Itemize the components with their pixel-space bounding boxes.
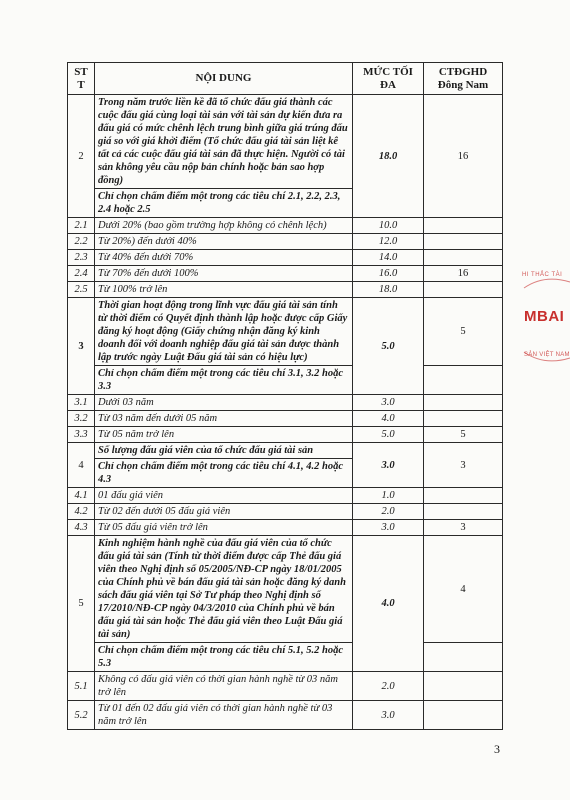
table-row	[68, 488, 503, 504]
row-max: 2.0	[353, 672, 424, 701]
header-stt: ST T	[68, 63, 95, 95]
row-score: 16	[424, 266, 503, 282]
row-content: Không có đấu giá viên có thời gian hành nghề từ 03 năm trở lên	[95, 672, 353, 701]
row-max: 4.0	[353, 536, 424, 672]
table-row	[68, 504, 503, 520]
row-stt: 5.2	[68, 701, 95, 730]
row-content: Từ 01 đến 02 đấu giá viên có thời gian hành nghề từ 03 năm trở lên	[95, 701, 353, 730]
row-stt: 4	[68, 443, 95, 488]
table-row	[68, 250, 503, 266]
row-content: Từ 05 đấu giá viên trở lên	[95, 520, 353, 536]
table-row	[68, 298, 503, 366]
table-row	[68, 443, 503, 459]
row-stt: 2.4	[68, 266, 95, 282]
row-instruction: Chỉ chọn chấm điểm một trong các tiêu chí 2.1, 2.2, 2.3, 2.4 hoặc 2.5	[95, 189, 353, 218]
table-row	[68, 672, 503, 701]
row-content: Từ 05 năm trở lên	[95, 427, 353, 443]
row-max: 2.0	[353, 504, 424, 520]
row-max: 1.0	[353, 488, 424, 504]
row-max: 3.0	[353, 520, 424, 536]
table-row	[68, 266, 503, 282]
row-content: Kinh nghiệm hành nghề của đấu giá viên của tổ chức đấu giá tài sản (Tính từ thời điểm được cấp Thẻ đấu giá viên theo Nghị định số 05/2005/NĐ-CP ngày 18/01/2005 của Chính phủ về bán đấu giá tài sản hoặc đăng ký danh sách đấu giá viên tại Sở Tư pháp theo Nghị định số 17/2010/NĐ-CP ngày 04/3/2010 của Chính phủ về bán đấu giá tài sản hoặc Thẻ đấu giá viên theo Luật Đấu giá tài sản)	[95, 536, 353, 643]
row-stt: 2.5	[68, 282, 95, 298]
row-max: 12.0	[353, 234, 424, 250]
row-content: Từ 02 đến dưới 05 đấu giá viên	[95, 504, 353, 520]
row-instruction: Chỉ chọn chấm điểm một trong các tiêu chí 5.1, 5.2 hoặc 5.3	[95, 643, 353, 672]
row-instruction: Chỉ chọn chấm điểm một trong các tiêu chí 4.1, 4.2 hoặc 4.3	[95, 459, 353, 488]
row-score	[424, 234, 503, 250]
row-score	[424, 701, 503, 730]
row-score	[424, 488, 503, 504]
row-stt: 5.1	[68, 672, 95, 701]
row-stt: 4.3	[68, 520, 95, 536]
table-row	[68, 520, 503, 536]
table-row	[68, 536, 503, 643]
row-score	[424, 411, 503, 427]
row-score	[424, 250, 503, 266]
row-score: 5	[424, 427, 503, 443]
table-row	[68, 701, 503, 730]
row-stt: 2.3	[68, 250, 95, 266]
header-max-score: MỨC TỐI ĐA	[353, 63, 424, 95]
table-row	[68, 643, 503, 672]
row-stt: 2.2	[68, 234, 95, 250]
row-content: Từ 70% đến dưới 100%	[95, 266, 353, 282]
row-content: Từ 100% trở lên	[95, 282, 353, 298]
row-max: 14.0	[353, 250, 424, 266]
row-stt: 3.2	[68, 411, 95, 427]
row-score: 3	[424, 520, 503, 536]
row-stt: 3.1	[68, 395, 95, 411]
row-score	[424, 282, 503, 298]
table-header-row	[68, 63, 503, 95]
criteria-table	[67, 62, 503, 730]
row-instruction: Chỉ chọn chấm điểm một trong các tiêu chí 3.1, 3.2 hoặc 3.3	[95, 366, 353, 395]
table-row	[68, 411, 503, 427]
row-content: Trong năm trước liền kề đã tổ chức đấu giá thành các cuộc đấu giá cùng loại tài sản với tài sản dự kiến đưa ra đấu giá có mức chênh lệch trung bình giữa giá trúng đấu giá so với giá khởi điểm (Tổ chức đấu giá tài sản liệt kê tất cả các cuộc đấu giá tài sản đã thực hiện. Người có tài sản không yêu cầu nộp bản chính hoặc bản sao hợp đồng)	[95, 95, 353, 189]
row-score: 3	[424, 443, 503, 488]
row-stt: 4.2	[68, 504, 95, 520]
row-score: 4	[424, 536, 503, 643]
row-stt: 3.3	[68, 427, 95, 443]
row-max: 10.0	[353, 218, 424, 234]
row-content: Dưới 03 năm	[95, 395, 353, 411]
header-content: NỘI DUNG	[95, 63, 353, 95]
row-content: Thời gian hoạt động trong lĩnh vực đấu giá tài sản tính từ thời điểm có Quyết định thành lập hoặc được cấp Giấy đăng ký hoạt động (Giấy chứng nhận đăng ký kinh doanh đối với doanh nghiệp đấu giá tài sản được thành lập trước ngày Luật Đấu giá tài sản có hiệu lực)	[95, 298, 353, 366]
stamp-top-text: HI THẮC TÀI	[522, 272, 563, 278]
table-row	[68, 218, 503, 234]
row-stt: 5	[68, 536, 95, 672]
row-score	[424, 218, 503, 234]
table-row	[68, 427, 503, 443]
row-content: Từ 20%) đến dưới 40%	[95, 234, 353, 250]
row-max: 4.0	[353, 411, 424, 427]
table-row	[68, 234, 503, 250]
row-stt: 2.1	[68, 218, 95, 234]
row-stt: 2	[68, 95, 95, 218]
row-stt: 4.1	[68, 488, 95, 504]
row-max: 3.0	[353, 395, 424, 411]
table-row	[68, 395, 503, 411]
row-content: Số lượng đấu giá viên của tổ chức đấu giá tài sản	[95, 443, 353, 459]
row-max: 5.0	[353, 298, 424, 395]
row-content: Từ 03 năm đến dưới 05 năm	[95, 411, 353, 427]
row-max: 16.0	[353, 266, 424, 282]
row-score	[424, 504, 503, 520]
company-stamp	[518, 272, 570, 366]
row-score: 5	[424, 298, 503, 366]
row-score	[424, 395, 503, 411]
row-max: 3.0	[353, 443, 424, 488]
table-row	[68, 366, 503, 395]
row-max: 18.0	[353, 95, 424, 218]
stamp-bottom-text: SẢN VIỆT NAM	[524, 352, 570, 358]
stamp-logo-text: MBAI	[524, 308, 565, 325]
row-score	[424, 672, 503, 701]
row-content: 01 đấu giá viên	[95, 488, 353, 504]
row-max: 18.0	[353, 282, 424, 298]
row-content: Dưới 20% (bao gồm trường hợp không có chênh lệch)	[95, 218, 353, 234]
table-row	[68, 95, 503, 189]
row-score: 16	[424, 95, 503, 218]
row-score-empty	[424, 366, 503, 395]
row-max: 3.0	[353, 701, 424, 730]
header-assessment: CTĐGHD Đông Nam	[424, 63, 503, 95]
table-row	[68, 282, 503, 298]
page-number: 3	[494, 742, 500, 756]
row-stt: 3	[68, 298, 95, 395]
row-max: 5.0	[353, 427, 424, 443]
row-content: Từ 40% đến dưới 70%	[95, 250, 353, 266]
row-score-empty	[424, 643, 503, 672]
